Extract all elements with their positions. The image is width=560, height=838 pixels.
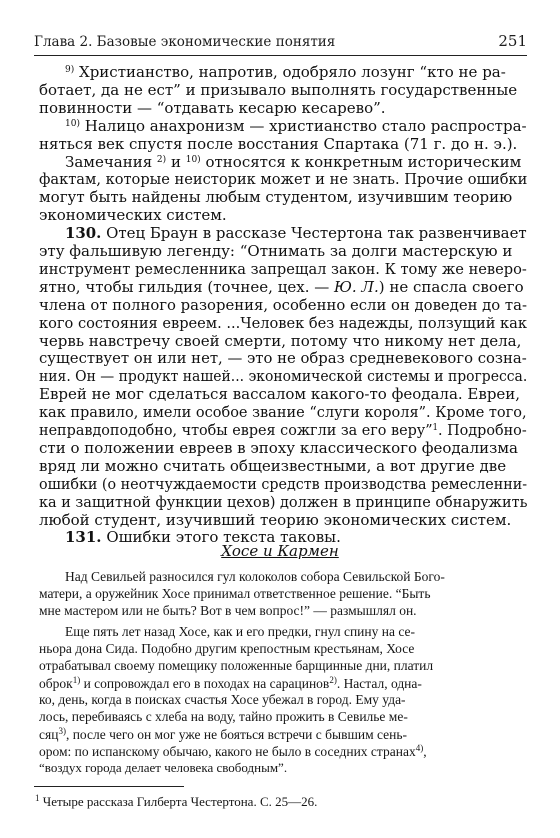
note-9-line-3: повинности — “отдавать кесарю кесарево”. — [39, 98, 386, 117]
page-number: 251 — [498, 32, 527, 50]
story-p1-line-1: Над Севильей разносился гул колоколов собора Севильской Бого- — [65, 569, 445, 584]
section-title: Хосе и Кармен — [221, 542, 339, 560]
p130-line-11: как правило, имели особое звание “слуги короля”. Кроме того, — [39, 403, 527, 422]
footnote-ref-1: 1 — [432, 423, 439, 433]
note-9-marker: 9) — [65, 65, 75, 75]
p130-line-16: ка и защитной функции цехов) должен в принципе обнаружить — [39, 492, 528, 511]
story-p2-line-5: ко, день, когда в поисках счастья Хосе убежал в город. Ему уда- — [39, 692, 406, 707]
footnote-rule — [34, 786, 184, 787]
p130-line-4: ятно, чтобы гильдия (точнее, цех. — Ю. Л.) не спасла своего — [39, 277, 524, 296]
remarks-line-1: Замечания $^{2)}$ и $^{10)}$ относятся к конкретным историческим — [65, 152, 522, 171]
story-p2-line-3: отрабатывал своему помещику положенные барщинные дни, платил — [39, 658, 434, 673]
remarks-line-4: экономических систем. — [39, 206, 227, 225]
p130-line-7: червь навстречу своей смерти, потому что никому нет дела, — [39, 331, 522, 350]
section-title-wrap — [0, 542, 560, 561]
p130-line-1: 130. Отец Браун в рассказе Честертона так развенчивает — [65, 224, 527, 243]
p130-line-15: ошибки (о неотчуждаемости средств производства ремесленни- — [39, 474, 528, 493]
note-10-line-1: $^{10)}$ Налицо анахронизм — христианство стало распростра- — [65, 116, 527, 135]
p130-line-3: инструмент ремесленника запрещал закон. К тому же невеpo- — [39, 259, 527, 278]
p130-line-14: вряд ли можно считать общеизвестными, а вот другие две — [39, 456, 507, 475]
p131-line: 131. Ошибки этого текста таковы. — [65, 528, 341, 547]
footnote-1-text: Четыре рассказа Гилберта Честертона. С. 25—26. — [42, 794, 318, 809]
p130-line-8: существует он или нет, — это не образ средневекового созна- — [39, 349, 527, 368]
remarks-line-3: могут быть найдены любым студентом, изучившим теорию — [39, 188, 513, 207]
story-p2-line-1: Еще пять лет назад Хосе, как и его предки, гнул спину на се- — [65, 624, 415, 639]
story-p2-line-8: ором: по испанскому обычаю, какого не было в соседних странах$^{4)}$, — [39, 743, 427, 759]
p130-line-6: кого состояния евреем. ...Человек без надежды, ползущий как — [39, 313, 527, 332]
p130-line-10: Еврей не мог сделаться вассалом какого-то феодала. Евреи, — [39, 385, 521, 404]
note-10-marker: 10) — [65, 118, 80, 129]
story-p2-line-9: “воздух города делает человека свободным”. — [39, 760, 288, 775]
p130-line-5: члена от полного разорения, особенно если он доведен до та- — [39, 295, 527, 314]
note-9-line-1: $^{9)}$ Христианство, напротив, одобряло лозунг “кто не ра- — [65, 63, 506, 81]
p130-line-13: сти о положении евреев в эпоху классического феодализма — [39, 438, 518, 457]
story-p1-line-3: мне мастером или не быть? Вот в чем вопрос!” — размышлял он. — [39, 603, 417, 618]
note-9-line-2: ботает, да не ест” и призывало выполнять государственные — [39, 80, 518, 99]
p130-line-17: любой студент, изучивший теорию экономических систем. — [39, 510, 512, 529]
remarks-line-2: фактам, которые неисторик может и не знать. Прочие ошибки — [39, 170, 528, 189]
p131-number: 131. — [65, 528, 102, 547]
running-header — [34, 32, 527, 52]
p130-number: 130. — [65, 224, 102, 243]
chapter-title: Глава 2. Базовые экономические понятия — [34, 34, 336, 50]
p130-line-12: неправдоподобно, чтобы еврея сожгли за его веру”$^1$. Подробно- — [39, 421, 527, 439]
header-rule — [34, 55, 527, 56]
footnote-1-marker: 1 — [35, 793, 40, 803]
note-10-line-2: няться век спустя после восстания Спартака (71 г. до н. э.). — [39, 134, 518, 153]
story-p2-line-2: ньора дона Сида. Подобно другим крепостным крестьянам, Хосе — [39, 641, 415, 656]
story-p2-line-7: сяц$^{3)}$, после чего он мог уже не бояться встречи с бывшим сень- — [39, 726, 408, 742]
story-p2-line-6: лось, перебиваясь с хлеба на воду, тайно прожить в Севилье ме- — [39, 709, 408, 724]
p130-line-2: эту фальшивую легенду: “Отнимать за долги мастерскую и — [39, 242, 513, 260]
p130-line-9: ния. Он — продукт нашей... экономической системы и прогресса. — [39, 367, 528, 386]
story-p2-line-4: оброк$^{1)}$ и сопровождал его в походах на сарацинов$^{2)}$. Настал, одна- — [39, 675, 422, 691]
story-p1-line-2: матери, а оружейник Хосе принимал ответственное решение. “Быть — [39, 586, 431, 601]
footnote-1 — [35, 793, 317, 810]
